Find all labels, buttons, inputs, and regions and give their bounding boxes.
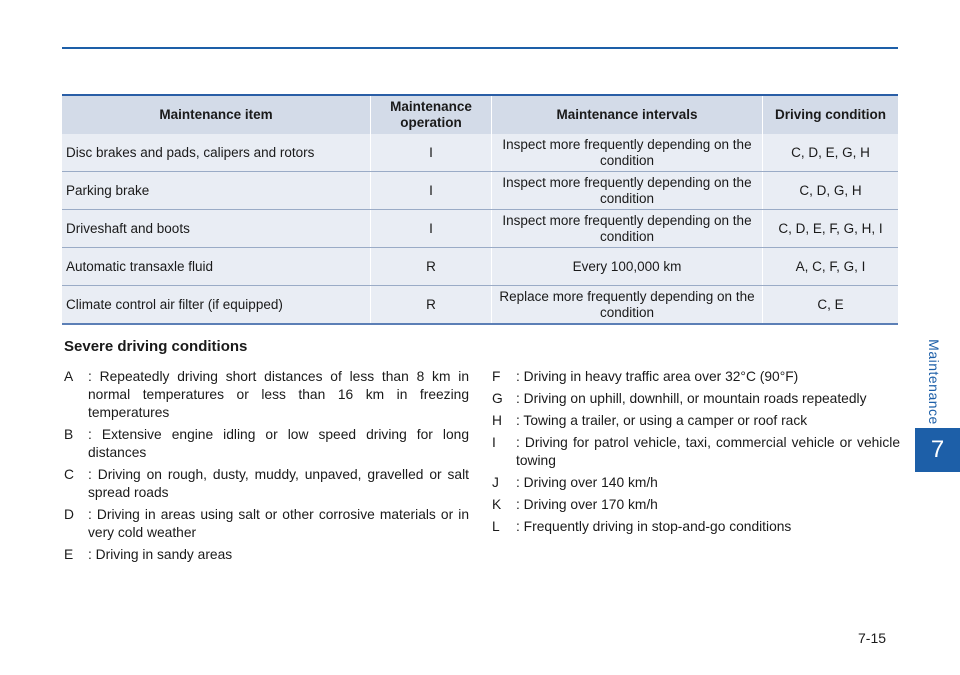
cell-conditions: C, D, E, G, H xyxy=(763,134,899,172)
condition-item xyxy=(492,474,900,492)
cell-interval: Inspect more frequently depending on the condition xyxy=(492,134,763,172)
cell-interval: Every 100,000 km xyxy=(492,248,763,286)
cell-operation: R xyxy=(371,286,492,325)
condition-item xyxy=(64,426,469,462)
condition-item xyxy=(492,518,900,536)
cell-item: Automatic transaxle fluid xyxy=(62,248,371,286)
table-row xyxy=(62,248,898,286)
conditions-right-column xyxy=(492,368,900,540)
condition-letter: C xyxy=(64,467,74,482)
condition-letter: H xyxy=(492,413,502,428)
condition-item xyxy=(492,496,900,514)
header-rule xyxy=(62,47,898,49)
condition-letter: J xyxy=(492,475,499,490)
header-maintenance-item: Maintenance item xyxy=(62,95,371,134)
conditions-left-column xyxy=(64,368,469,568)
table-row xyxy=(62,286,898,325)
condition-text: : Driving in heavy traffic area over 32°C (90°F) xyxy=(516,369,799,384)
condition-item xyxy=(64,546,469,564)
condition-item xyxy=(492,390,900,408)
cell-operation: I xyxy=(371,172,492,210)
cell-operation: I xyxy=(371,134,492,172)
condition-text: : Driving in areas using salt or other corrosive materials or in very cold weather xyxy=(88,507,469,540)
cell-operation: I xyxy=(371,210,492,248)
condition-letter: G xyxy=(492,391,503,406)
maintenance-table xyxy=(62,94,898,325)
page-number: 7-15 xyxy=(858,630,887,646)
cell-item: Climate control air filter (if equipped) xyxy=(62,286,371,325)
condition-letter: E xyxy=(64,547,74,562)
cell-conditions: C, D, G, H xyxy=(763,172,899,210)
table-row xyxy=(62,134,898,172)
chapter-side-label: Maintenance xyxy=(926,339,943,425)
cell-conditions: C, E xyxy=(763,286,899,325)
condition-letter: B xyxy=(64,427,74,442)
condition-letter: A xyxy=(64,369,74,384)
condition-letter: L xyxy=(492,519,500,534)
condition-text: : Driving for patrol vehicle, taxi, commercial vehicle or vehicle towing xyxy=(516,435,900,468)
condition-text: : Driving over 170 km/h xyxy=(516,497,658,512)
severe-conditions-title: Severe driving conditions xyxy=(64,338,248,355)
cell-interval: Inspect more frequently depending on the condition xyxy=(492,210,763,248)
condition-letter: F xyxy=(492,369,501,384)
cell-conditions: C, D, E, F, G, H, I xyxy=(763,210,899,248)
condition-text: : Repeatedly driving short distances of less than 8 km in normal temperatures or less than 16 km in freezing temperatures xyxy=(88,369,469,420)
condition-item xyxy=(64,368,469,422)
condition-text: : Towing a trailer, or using a camper or roof rack xyxy=(516,413,808,428)
condition-text: : Extensive engine idling or low speed driving for long distances xyxy=(88,427,469,460)
condition-letter: D xyxy=(64,507,74,522)
condition-letter: I xyxy=(492,435,496,450)
header-maintenance-operation: Maintenance operation xyxy=(371,95,492,134)
cell-item: Driveshaft and boots xyxy=(62,210,371,248)
cell-interval: Inspect more frequently depending on the condition xyxy=(492,172,763,210)
condition-letter: K xyxy=(492,497,502,512)
cell-item: Disc brakes and pads, calipers and rotors xyxy=(62,134,371,172)
table-row xyxy=(62,210,898,248)
condition-item xyxy=(492,434,900,470)
cell-operation: R xyxy=(371,248,492,286)
condition-text: : Driving on rough, dusty, muddy, unpaved, gravelled or salt spread roads xyxy=(88,467,469,500)
header-driving-condition: Driving condition xyxy=(763,95,899,134)
condition-text: : Driving over 140 km/h xyxy=(516,475,658,490)
table-header-row xyxy=(62,95,898,134)
cell-conditions: A, C, F, G, I xyxy=(763,248,899,286)
header-maintenance-intervals: Maintenance intervals xyxy=(492,95,763,134)
condition-item xyxy=(492,412,900,430)
condition-text: : Driving in sandy areas xyxy=(88,547,233,562)
cell-item: Parking brake xyxy=(62,172,371,210)
condition-item xyxy=(64,466,469,502)
condition-text: : Frequently driving in stop-and-go conditions xyxy=(516,519,792,534)
chapter-number-tab: 7 xyxy=(915,428,960,472)
table-row xyxy=(62,172,898,210)
condition-text: : Driving on uphill, downhill, or mountain roads repeatedly xyxy=(516,391,867,406)
cell-interval: Replace more frequently depending on the condition xyxy=(492,286,763,325)
condition-item xyxy=(64,506,469,542)
condition-item xyxy=(492,368,900,386)
